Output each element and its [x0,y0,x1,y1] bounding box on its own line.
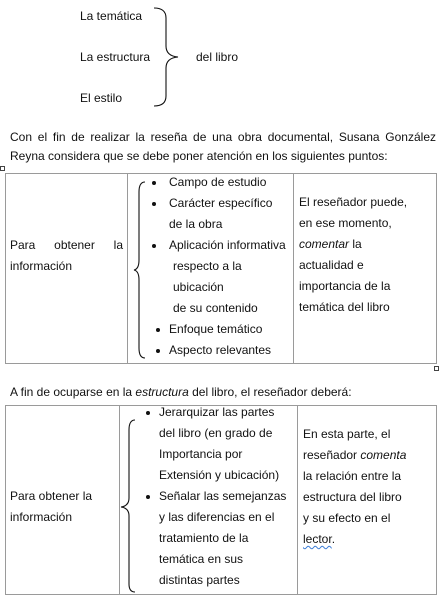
table-2-right-line-5: y su efecto en el [303,511,391,525]
table-1-right-line-3-rest: la [349,237,362,251]
table-2-left-line-2: información [10,510,73,524]
bullet-1-line-1: Campo de estudio [169,175,267,189]
table-2 [5,405,437,595]
structure-paragraph-post: del libro, el reseñador deberá: [188,385,352,399]
table-1-right-line-1: El reseñador puede, [299,195,408,209]
table-1-left-cell [10,235,123,277]
table-1-right-line-2: en ese momento, [299,216,392,230]
table-move-handle[interactable] [0,166,5,171]
table-1-left-word-1: Para [10,238,36,252]
spellcheck-word[interactable]: lector [303,532,332,546]
structure-paragraph-pre: A fin de ocuparse en la [10,385,136,399]
bullet-icon [146,495,150,499]
table-2-left-line-1: Para obtener la [10,489,93,503]
bullet-1-line-3: Importancia por [159,447,243,461]
table-2-right-line-2 [303,445,406,466]
table-2-right-line-2-pre: reseñador [303,448,361,462]
brace-item-tematica: La temática [80,9,143,23]
table-2-right-line-6 [303,529,406,550]
bullet-3-line-4: de su contenido [173,301,258,315]
table-2-right-line-3: la relación entre la [303,469,402,483]
table-2-right-cell [303,424,406,550]
table-1-right-line-5: importancia de la [299,279,391,293]
brace-item-estructura: La estructura [80,50,151,64]
table-2-left-cell [10,486,92,528]
intro-line-1: Con el fin de realizar la reseña de una obra documental, Susana González [10,130,436,144]
bullet-3-line-1: Aplicación informativa [169,238,286,252]
brace-item-estilo: El estilo [80,91,123,105]
intro-line-2: Reyna considera que se debe poner atención en los siguientes puntos: [10,149,388,163]
table-2-right-line-1: En esta parte, el [303,427,391,441]
bullet-icon [152,202,156,206]
bullet-4-line-1: Enfoque temático [169,322,263,336]
bullet-icon [152,244,156,248]
brace-target: del libro [196,50,239,64]
left-brace-icon [118,418,138,594]
right-brace-icon [150,6,190,108]
bullet-1-line-4: Extensión y ubicación) [159,468,280,482]
bullet-2-line-3: tratamiento de la [159,531,249,545]
bullet-3-line-3: ubicación [173,280,224,294]
structure-paragraph-em: estructura [135,385,189,399]
bullet-3-line-2: respecto a la [173,259,242,273]
table-resize-handle[interactable] [434,366,439,371]
table-1-divider-2 [293,174,294,363]
table-1 [5,173,437,364]
bullet-5-line-1: Aspecto relevantes [169,343,272,357]
bullet-2-line-1: Señalar las semejanzas [159,489,287,503]
table-2-divider-2 [297,406,298,594]
bullet-1-line-2: del libro (en grado de [159,426,273,440]
bullet-icon [152,181,156,185]
table-1-right-em: comentar [299,237,350,251]
bullet-2-line-1: Carácter específico [169,196,273,210]
bullet-2-line-2: de la obra [169,217,223,231]
table-1-left-word-3: la [113,238,123,252]
bullet-2-line-5: distintas partes [159,573,240,587]
bullet-icon [146,411,150,415]
table-2-right-em: comenta [360,448,407,462]
bullet-2-line-2: y las diferencias en el [159,510,275,524]
intro-paragraph [10,128,436,166]
table-2-right-line-6-end: . [331,532,336,546]
bullet-icon [156,328,160,332]
table-1-right-line-4: actualidad e [299,258,364,272]
table-2-right-line-4: estructura del libro [303,490,402,504]
table-1-left-word-4: información [10,259,73,273]
table-1-right-line-3 [299,234,407,255]
structure-paragraph [10,385,352,399]
bullet-icon [156,349,160,353]
bullet-1-line-1: Jerarquizar las partes [159,405,275,419]
table-1-left-word-2: obtener [54,238,95,252]
left-brace-icon [132,180,148,360]
table-1-right-line-6: temática del libro [299,300,390,314]
table-1-right-cell [299,192,407,318]
table-1-divider-1 [127,174,128,363]
bullet-2-line-4: temática en sus [159,552,244,566]
